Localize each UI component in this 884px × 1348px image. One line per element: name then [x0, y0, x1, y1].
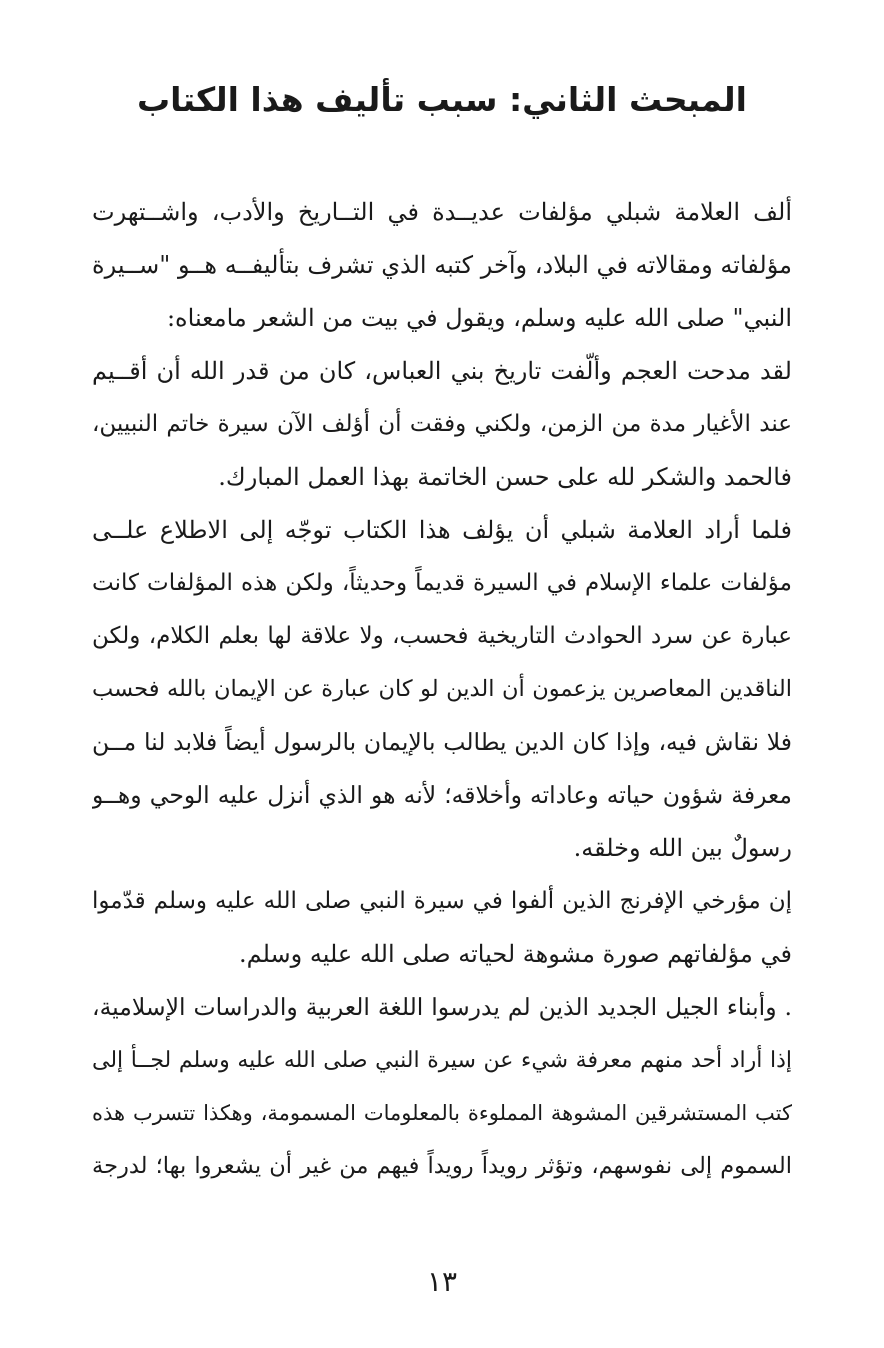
text-line: فلما أراد العلامة شبلي أن يؤلف هذا الكتاب توجّه إلى الاطلاع علــى	[92, 516, 792, 544]
text-line: ألف العلامة شبلي مؤلفات عديــدة في التــاريخ والأدب، واشــتهرت	[92, 198, 792, 226]
page-number: ١٣	[426, 1265, 458, 1298]
text-line: الناقدين المعاصرين يزعمون أن الدين لو كان عبارة عن الإيمان بالله فحسب	[92, 676, 792, 702]
text-line: معرفة شؤون حياته وعاداته وأخلاقه؛ لأنه هو الذي أنزل عليه الوحي وهــو	[92, 781, 792, 809]
text-line: في مؤلفاتهم صورة مشوهة لحياته صلى الله عليه وسلم.	[238, 940, 792, 968]
text-line: لقد مدحت العجم وألّفت تاريخ بني العباس، كان من قدر الله أن أقــيم	[92, 357, 792, 385]
text-line: السموم إلى نفوسهم، وتؤثر رويداً رويداً فيهم من غير أن يشعروا بها؛ لدرجة	[92, 1153, 792, 1179]
text-line: فالحمد والشكر لله على حسن الخاتمة بهذا العمل المبارك.	[218, 463, 792, 491]
text-line: مؤلفات علماء الإسلام في السيرة قديماً وحديثاً، ولكن هذه المؤلفات كانت	[92, 570, 792, 596]
text-line: . وأبناء الجيل الجديد الذين لم يدرسوا اللغة العربية والدراسات الإسلامية،	[92, 993, 792, 1021]
text-line: عبارة عن سرد الحوادث التاريخية فحسب، ولا علاقة لها بعلم الكلام، ولكن	[92, 623, 792, 649]
text-line: إن مؤرخي الإفرنج الذين ألفوا في سيرة النبي صلى الله عليه وسلم قدّموا	[92, 888, 792, 914]
text-line: مؤلفاته ومقالاته في البلاد، وآخر كتبه الذي تشرف بتأليفــه هــو "ســيرة	[92, 251, 792, 279]
text-line: النبي" صلى الله عليه وسلم، ويقول في بيت من الشعر مامعناه:	[166, 304, 792, 332]
text-line: فلا نقاش فيه، وإذا كان الدين يطالب بالإيمان بالرسول أيضاً فلابد لنا مــن	[92, 728, 792, 756]
text-line: كتب المستشرقين المشوهة المملوءة بالمعلومات المسمومة، وهكذا تتسرب هذه	[92, 1101, 792, 1125]
text-line: رسولٌ بين الله وخلقه.	[573, 834, 792, 862]
section-heading: المبحث الثاني: سبب تأليف هذا الكتاب	[137, 80, 747, 119]
text-line: إذا أراد أحد منهم معرفة شيء عن سيرة النبي صلى الله عليه وسلم لجــأ إلى	[92, 1048, 792, 1073]
body-text	[92, 186, 792, 1193]
text-line: عند الأغيار مدة من الزمن، ولكني وفقت أن أؤلف الآن سيرة خاتم النبيين،	[92, 411, 792, 437]
